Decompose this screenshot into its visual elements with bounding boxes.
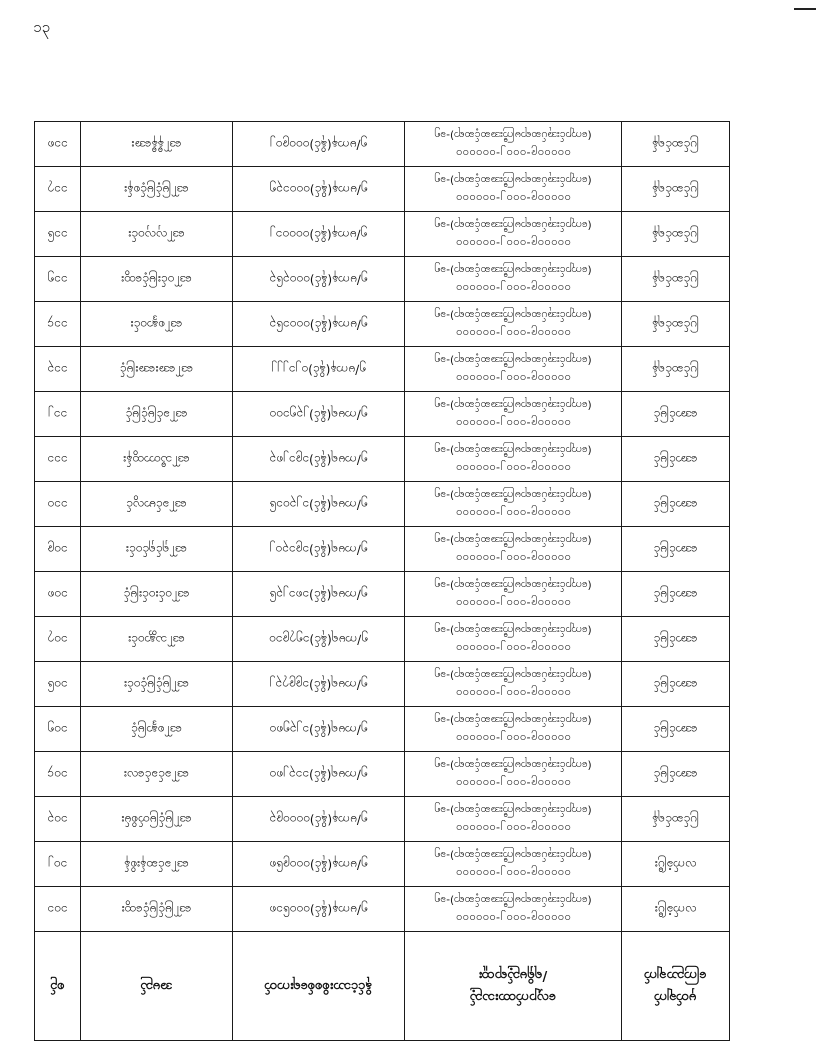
table-row <box>35 347 730 392</box>
cell-name: ဒေါ်မြင့်မြတ်စိမ်း <box>81 797 233 842</box>
cell-no: ၁၀၁ <box>35 887 81 932</box>
post-title: (ကျောင်းအုပ်ဆရာမကြီးအဆင့်ဆရာ)-ခ၅ <box>434 849 592 861</box>
post-code: ၀၀၀၀၀၉-၀၀၀၂-၀၀၀၀၀၀ <box>455 822 571 835</box>
post-code: ၀၀၀၀၀၉-၀၀၀၂-၀၀၀၀၀၀ <box>455 867 571 880</box>
cell-status: ပြင်ဆင်ရန် <box>622 347 730 392</box>
post-code: ၀၀၀၀၀၉-၀၀၀၂-၀၀၀၀၀၀ <box>455 642 571 655</box>
cell-post <box>405 302 622 347</box>
results-table <box>34 121 730 1041</box>
cell-post <box>405 797 622 842</box>
cell-no: ၁၁၁ <box>35 437 81 482</box>
post-code: ၀၀၀၀၀၉-၀၀၀၂-၀၀၀၀၀၀ <box>455 507 571 520</box>
cell-id: ၅/ကမရ(နိုင်)၁၁၃၂၈၀ <box>233 752 405 797</box>
table-row <box>35 662 730 707</box>
post-code: ၀၀၀၀၀၉-၀၀၀၂-၀၀၀၀၀၀ <box>455 327 571 340</box>
post-title: (ကျောင်းအုပ်ဆရာမကြီးအဆင့်ဆရာ)-ခ၅ <box>434 804 592 816</box>
cell-id: ၅/ကမရ(နိုင်)၂၃၅၁၀၀ <box>233 392 405 437</box>
table-row <box>35 887 730 932</box>
cell-id: ၅/ကမရ(နိုင်)၁၉၁၃၀၂ <box>233 527 405 572</box>
cell-id: ၅/ကမရ(နိုင်)၁၂၃၀၁၆ <box>233 482 405 527</box>
post-title: (ကျောင်းအုပ်ဆရာမကြီးအဆင့်ဆရာ)-ခ၅ <box>434 129 592 141</box>
cell-no: ၁၁၃ <box>35 347 81 392</box>
post-code: ၀၀၀၀၀၉-၀၀၀၂-၀၀၀၀၀၀ <box>455 912 571 925</box>
cell-post <box>405 167 622 212</box>
post-title: (ကျောင်းအုပ်ဆရာမကြီးအဆင့်ဆရာ)-ခ၅ <box>434 579 592 591</box>
cell-post <box>405 257 622 302</box>
cell-post <box>405 662 622 707</box>
post-title: (ကျောင်းအုပ်ဆရာမကြီးအဆင့်ဆရာ)-ခ၅ <box>434 354 592 366</box>
cell-id: ၅/မကန(နိုင်)၀၀၀၃၆၃ <box>233 257 405 302</box>
cell-no: ၁၁၅ <box>35 257 81 302</box>
cell-id: ၅/မကန(နိုင်)၀၀၀၁၆၃ <box>233 302 405 347</box>
cell-status: အောင်မြင် <box>622 752 730 797</box>
post-code: ၀၀၀၀၀၉-၀၀၀၂-၀၀၀၀၀၀ <box>455 372 571 385</box>
cell-id: ၅/ကမရ(နိုင်)၁၉၉၇၃၂ <box>233 662 405 707</box>
cell-name: ဒေါ်သန္တာဝင်း <box>81 617 233 662</box>
cell-name: ဒေါ်ခင်မာလွင် <box>81 482 233 527</box>
cell-status: ပြင်ဆင်ရန် <box>622 302 730 347</box>
post-code: ၀၀၀၀၀၉-၀၀၀၂-၀၀၀၀၀၀ <box>455 192 571 205</box>
table-row <box>35 392 730 437</box>
post-code: ၀၀၀၀၀၉-၀၀၀၂-၀၀၀၀၀၀ <box>455 777 571 790</box>
table-row <box>35 122 730 167</box>
header-id: နိုင်ငံသားစိစစ်ရေးကတ် <box>233 932 405 1041</box>
cell-status: အောင်မြင် <box>622 617 730 662</box>
header-name: အမည် <box>81 932 233 1041</box>
post-title: (ကျောင်းအုပ်ဆရာမကြီးအဆင့်ဆရာ)-ခ၅ <box>434 174 592 186</box>
cell-status: အောင်မြင် <box>622 527 730 572</box>
cell-name: ဒေါ်စန္ဒာမြင့် <box>81 707 233 752</box>
header-post: လျှောက်ထားသည့် /ရရှိမည့်ရာထူး <box>405 932 622 1041</box>
cell-no: ၁၀၅ <box>35 707 81 752</box>
cell-post <box>405 707 622 752</box>
cell-id: ၅/မကန(နိုင်)၀၀၀၁၃၅ <box>233 167 405 212</box>
post-title: (ကျောင်းအုပ်ဆရာမကြီးအဆင့်ဆရာ)-ခ၅ <box>434 669 592 681</box>
cell-no: ၁၁၈ <box>35 122 81 167</box>
cell-no: ၁၀၃ <box>35 797 81 842</box>
cell-post <box>405 887 622 932</box>
cell-id: ၅/မကန(နိုင်)၀၀၀၉၀၂ <box>233 122 405 167</box>
table-row <box>35 437 730 482</box>
cell-status: အောင်မြင် <box>622 572 730 617</box>
cell-id: ၅/မကန(နိုင်)၀၀၀၀၉၃ <box>233 797 405 842</box>
cell-name: ဒေါ်ရှင်ရှင်ဝင်း <box>81 527 233 572</box>
cell-status: အောင်မြင် <box>622 662 730 707</box>
cell-no: ၁၀၆ <box>35 662 81 707</box>
post-title: (ကျောင်းအုပ်ဆရာမကြီးအဆင့်ဆရာ)-ခ၅ <box>434 894 592 906</box>
cell-id: ၅/မကန(နိုင်)၀၀၀၉၆၈ <box>233 842 405 887</box>
cell-name: ဒေါ်ဝင်းမြင့်ထွေး <box>81 257 233 302</box>
post-title: (ကျောင်းအုပ်ဆရာမကြီးအဆင့်ဆရာ)-ခ၅ <box>434 489 592 501</box>
table-row <box>35 302 730 347</box>
cell-name: ဒေါ်ခင်မြင့်မြင့် <box>81 392 233 437</box>
table-row <box>35 572 730 617</box>
cell-post <box>405 347 622 392</box>
post-code: ၀၀၀၀၀၉-၀၀၀၂-၀၀၀၀၀၀ <box>455 552 571 565</box>
post-code: ၀၀၀၀၀၉-၀၀၀၂-၀၀၀၀၀၀ <box>455 237 571 250</box>
cell-id: ၅/ကမရ(နိုင်)၁၈၁၂၃၆ <box>233 572 405 617</box>
cell-id: ၅/မကန(နိုင်)၀၂၁၂၂၂ <box>233 347 405 392</box>
cell-status: ပြင်ဆင်ရန် <box>622 167 730 212</box>
table-row <box>35 257 730 302</box>
post-code: ၀၀၀၀၀၉-၀၀၀၂-၀၀၀၀၀၀ <box>455 732 571 745</box>
post-title: (ကျောင်းအုပ်ဆရာမကြီးအဆင့်ဆရာ)-ခ၅ <box>434 759 592 771</box>
cell-no: ၁၁၂ <box>35 392 81 437</box>
cell-status: လက်ခံပြီး <box>622 842 730 887</box>
table-row <box>35 752 730 797</box>
cell-no: ၁၁၄ <box>35 302 81 347</box>
table-row <box>35 842 730 887</box>
table-row <box>35 707 730 752</box>
cell-no: ၁၁၇ <box>35 167 81 212</box>
cell-name: ဒေါ်နီနီအေး <box>81 122 233 167</box>
cell-id: ၅/မကန(နိုင်)၀၀၀၆၁၈ <box>233 887 405 932</box>
header-no: စဉ် <box>35 932 81 1041</box>
cell-name: ဒေါ်မြင့်မြင့်ဝင်း <box>81 662 233 707</box>
cell-name: ဒေါ်မြင့်မြင့်စန်း <box>81 167 233 212</box>
edge-rule <box>794 8 816 10</box>
cell-no: ၁၀၄ <box>35 752 81 797</box>
cell-status: ပြင်ဆင်ရန် <box>622 797 730 842</box>
cell-status: အောင်မြင် <box>622 392 730 437</box>
cell-post <box>405 617 622 662</box>
cell-post <box>405 482 622 527</box>
table-row <box>35 167 730 212</box>
table-row <box>35 527 730 572</box>
cell-name: ဒေါ်အေးအေးမြင့် <box>81 347 233 392</box>
cell-no: ၁၁၆ <box>35 212 81 257</box>
cell-no: ၁၁၀ <box>35 482 81 527</box>
cell-status: ပြင်ဆင်ရန် <box>622 122 730 167</box>
cell-post <box>405 392 622 437</box>
post-code: ၀၀၀၀၀၉-၀၀၀၂-၀၀၀၀၀၀ <box>455 597 571 610</box>
cell-post <box>405 752 622 797</box>
cell-post <box>405 212 622 257</box>
cell-status: ပြင်ဆင်ရန် <box>622 212 730 257</box>
cell-id: ၅/ကမရ(နိုင်)၁၅၇၉၁၀ <box>233 617 405 662</box>
post-title: (ကျောင်းအုပ်ဆရာမကြီးအဆင့်ဆရာ)-ခ၅ <box>434 714 592 726</box>
post-code: ၀၀၀၀၀၉-၀၀၀၂-၀၀၀၀၀၀ <box>455 282 571 295</box>
cell-name: ဒေါ်ဝင်းဝင်းမြင့် <box>81 572 233 617</box>
cell-name: ဒေါ်လှလှဝင်း <box>81 212 233 257</box>
cell-name: ဒေါ်သီတာထွန်း <box>81 437 233 482</box>
cell-no: ၁၀၇ <box>35 617 81 662</box>
post-title: (ကျောင်းအုပ်ဆရာမကြီးအဆင့်ဆရာ)-ခ၅ <box>434 444 592 456</box>
cell-id: ၅/ကမရ(နိုင်)၁၂၃၅၈၀ <box>233 707 405 752</box>
cell-post <box>405 572 622 617</box>
cell-status: အောင်မြင် <box>622 707 730 752</box>
cell-id: ၅/ကမရ(နိုင်)၁၉၁၂၈၃ <box>233 437 405 482</box>
cell-name: ဒေါ်ခင်ဆန်းစိန် <box>81 842 233 887</box>
post-title: (ကျောင်းအုပ်ဆရာမကြီးအဆင့်ဆရာ)-ခ၅ <box>434 534 592 546</box>
post-title: (ကျောင်းအုပ်ဆရာမကြီးအဆင့်ဆရာ)-ခ၅ <box>434 624 592 636</box>
post-title: (ကျောင်းအုပ်ဆရာမကြီးအဆင့်ဆရာ)-ခ၅ <box>434 264 592 276</box>
cell-no: ၁၀၈ <box>35 572 81 617</box>
post-code: ၀၀၀၀၀၉-၀၀၀၂-၀၀၀၀၀၀ <box>455 462 571 475</box>
cell-name: ဒေါ်မြင့်မြင့်ထွေး <box>81 887 233 932</box>
post-title: (ကျောင်းအုပ်ဆရာမကြီးအဆင့်ဆရာ)-ခ၅ <box>434 219 592 231</box>
cell-post <box>405 842 622 887</box>
cell-post <box>405 437 622 482</box>
table-row <box>35 212 730 257</box>
cell-status: အောင်မြင် <box>622 482 730 527</box>
post-title: (ကျောင်းအုပ်ဆရာမကြီးအဆင့်ဆရာ)-ခ၅ <box>434 399 592 411</box>
table-row <box>35 797 730 842</box>
post-title: (ကျောင်းအုပ်ဆရာမကြီးအဆင့်ဆရာ)-ခ၅ <box>434 309 592 321</box>
cell-post <box>405 122 622 167</box>
cell-no: ၁၀၂ <box>35 842 81 887</box>
table-row <box>35 617 730 662</box>
cell-name: ဒေါ်ခင်ခင်လေး <box>81 752 233 797</box>
cell-id: ၅/မကန(နိုင်)၀၀၀၀၁၂ <box>233 212 405 257</box>
table-row <box>35 482 730 527</box>
cell-status: အောင်မြင် <box>622 437 730 482</box>
cell-name: ဒေါ်စန္ဒာဝင်း <box>81 302 233 347</box>
post-code: ၀၀၀၀၀၉-၀၀၀၂-၀၀၀၀၀၀ <box>455 147 571 160</box>
cell-post <box>405 527 622 572</box>
cell-status: ပြင်ဆင်ရန် <box>622 257 730 302</box>
table-body <box>35 122 730 1041</box>
post-code: ၀၀၀၀၀၉-၀၀၀၂-၀၀၀၀၀၀ <box>455 417 571 430</box>
header-row <box>35 932 730 1041</box>
page-number: ၁၃ <box>33 18 50 36</box>
cell-status: လက်ခံပြီး <box>622 887 730 932</box>
header-status: မှတ်ချက် ကြေညာချက် <box>622 932 730 1041</box>
cell-no: ၁၀၉ <box>35 527 81 572</box>
post-code: ၀၀၀၀၀၉-၀၀၀၂-၀၀၀၀၀၀ <box>455 687 571 700</box>
